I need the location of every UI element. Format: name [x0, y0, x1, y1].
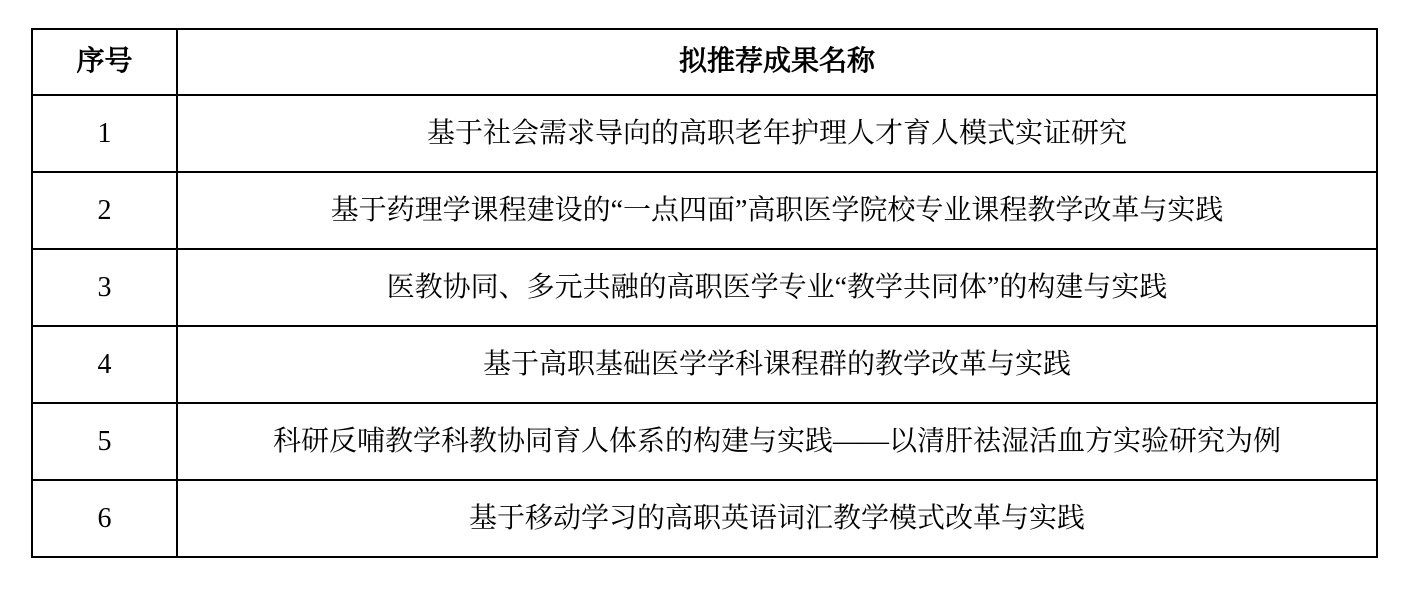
- row-serial-number: 1: [32, 95, 177, 172]
- table-row: [32, 95, 1377, 172]
- row-serial-number: 5: [32, 403, 177, 480]
- recommended-results-table: [31, 28, 1378, 558]
- row-serial-number: 4: [32, 326, 177, 403]
- row-serial-number: 3: [32, 249, 177, 326]
- table-row: [32, 480, 1377, 557]
- row-serial-number: 6: [32, 480, 177, 557]
- row-result-title: 基于高职基础医学学科课程群的教学改革与实践: [177, 326, 1377, 403]
- table-row: [32, 326, 1377, 403]
- row-serial-number: 2: [32, 172, 177, 249]
- row-result-title: 医教协同、多元共融的高职医学专业“教学共同体”的构建与实践: [177, 249, 1377, 326]
- row-result-title: 基于药理学课程建设的“一点四面”高职医学院校专业课程教学改革与实践: [177, 172, 1377, 249]
- header-serial-number: 序号: [32, 29, 177, 95]
- table-row: [32, 249, 1377, 326]
- row-result-title: 基于移动学习的高职英语词汇教学模式改革与实践: [177, 480, 1377, 557]
- row-result-title: 基于社会需求导向的高职老年护理人才育人模式实证研究: [177, 95, 1377, 172]
- table-header-row: [32, 29, 1377, 95]
- header-result-title: 拟推荐成果名称: [177, 29, 1377, 95]
- row-result-title: 科研反哺教学科教协同育人体系的构建与实践——以清肝祛湿活血方实验研究为例: [177, 403, 1377, 480]
- table-row: [32, 172, 1377, 249]
- table-row: [32, 403, 1377, 480]
